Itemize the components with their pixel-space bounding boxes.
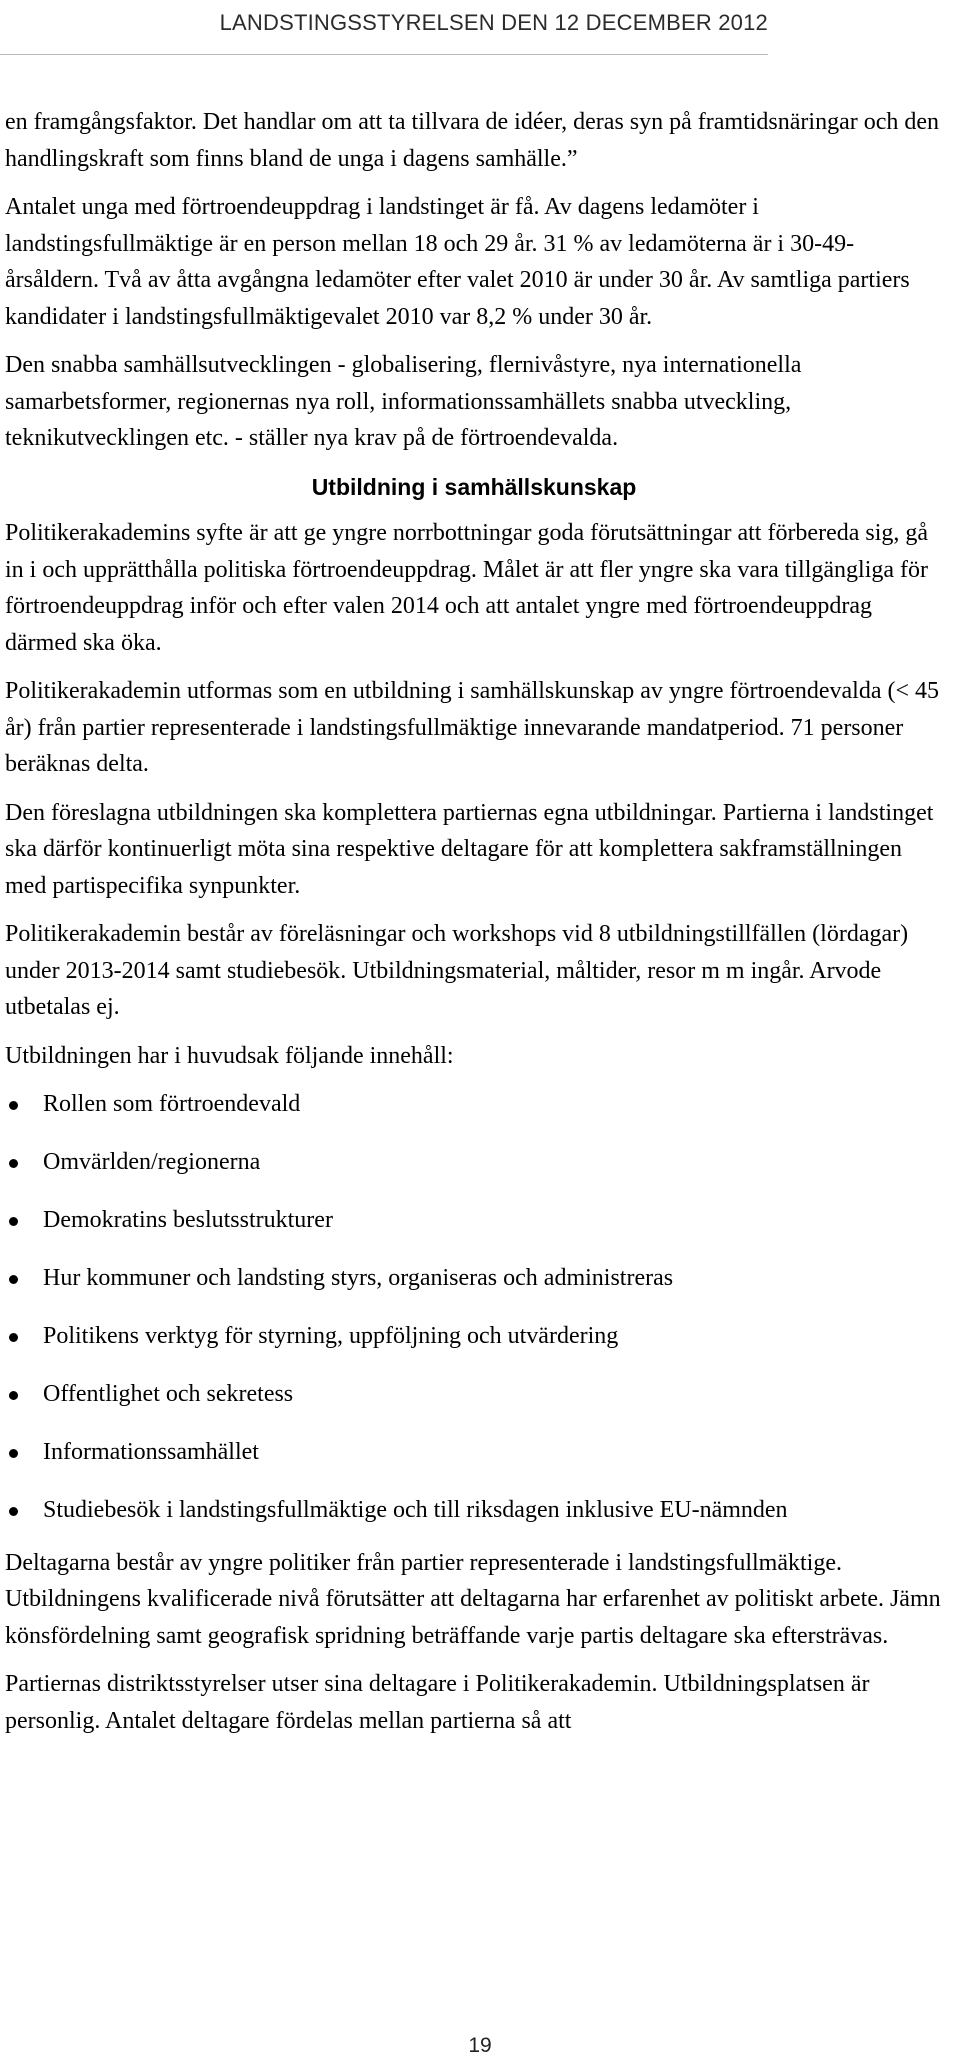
list-item [5,1260,948,1297]
list-item [5,1086,948,1123]
bullet-icon [9,1217,18,1226]
section-paragraph: Politikerakademins syfte är att ge yngre norrbottningar goda förutsättningar att förbereda sig, gå in i och upprätthålla politiska förtroendeuppdrag. Målet är att fler yngre ska vara tillgängliga för förtroendeuppdrag inför och efter valen 2014 och att antalet yngre med förtroendeuppdrag därmed ska öka. [5,520,929,656]
bullet-icon [9,1507,18,1516]
list-item-text: Demokratins beslutsstrukturer [43,1207,333,1233]
bullet-icon [9,1449,18,1458]
section-paragraph: Politikerakademin utformas som en utbildning i samhällskunskap av yngre förtroendevalda (< 45 år) från partier representerade i landstingsfullmäktige innevarande mandatperiod. 71 personer beräknas delta. [5,678,939,777]
section-paragraph: Den föreslagna utbildningen ska komplettera partiernas egna utbildningar. Partierna i landstinget ska därför kontinuerligt möta sina respektive deltagare för att komplettera sakframställningen med partispecifika synpunkter. [5,799,934,899]
intro-paragraph: Antalet unga med förtroendeuppdrag i landstinget är få. Av dagens ledamöter i landstingsfullmäktige är en person mellan 18 och 29 år. 31 % av ledamöterna är i 30-49-årsåldern. Två av åtta avgångna ledamöter efter valet 2010 är under 30 år. Av samtliga partiers kandidater i landstingsfullmäktigevalet 2010 var 8,2 % under 30 år. [5,194,910,330]
list-item-text: Politikens verktyg för styrning, uppföljning och utvärdering [43,1323,619,1349]
intro-paragraph: Den snabba samhällsutvecklingen - globalisering, flernivåstyre, nya internationella samarbetsformer, regionernas nya roll, informationssamhällets snabba utveckling, teknikutvecklingen etc. - ställer nya krav på de förtroendevalda. [5,352,802,451]
header-rule [0,54,768,55]
section-heading: Utbildning i samhällskunskap [311,473,637,500]
list-item [5,1434,948,1471]
section-paragraph: Politikerakademin består av föreläsningar och workshops vid 8 utbildningstillfällen (lördagar) under 2013-2014 samt studiebesök. Utbildningsmaterial, måltider, resor m m ingår. Arvode utbetalas ej. [5,921,909,1020]
content-list [5,1086,948,1529]
list-item-text: Offentlighet och sekretess [43,1381,294,1407]
list-item [5,1376,948,1413]
list-intro-paragraph: Utbildningen har i huvudsak följande innehåll: [5,1042,454,1069]
bullet-icon [9,1333,18,1342]
list-item-text: Studiebesök i landstingsfullmäktige och till riksdagen inklusive EU-nämnden [43,1497,788,1523]
section-paragraph: Partiernas distriktsstyrelser utser sina deltagare i Politikerakademin. Utbildningsplatsen är personlig. Antalet deltagare fördelas mellan partierna så att [5,1671,870,1734]
bullet-icon [9,1159,18,1168]
body-text [5,104,948,1751]
list-item-text: Rollen som förtroendevald [43,1091,301,1117]
bullet-icon [9,1101,18,1110]
intro-paragraph: en framgångsfaktor. Det handlar om att ta tillvara de idéer, deras syn på framtidsnäringar och den handlingskraft som finns bland de unga i dagens samhälle.” [5,109,940,172]
list-item [5,1492,948,1529]
running-header: LANDSTINGSSTYRELSEN DEN 12 DECEMBER 2012 [219,10,768,35]
page-number: 19 [468,2034,492,2057]
bullet-icon [9,1391,18,1400]
list-item [5,1144,948,1181]
bullet-icon [9,1275,18,1284]
section-paragraph: Deltagarna består av yngre politiker från partier representerade i landstingsfullmäktige. Utbildningens kvalificerade nivå förutsätter att deltagarna har erfarenhet av politiskt arbete. Jämn könsfördelning samt geografisk spridning beträffande varje partis deltagare ska eftersträvas. [5,1549,941,1649]
list-item-text: Hur kommuner och landsting styrs, organiseras och administreras [43,1265,674,1291]
list-item-text: Informationssamhället [43,1439,259,1465]
list-item-text: Omvärlden/regionerna [43,1149,261,1175]
list-item [5,1202,948,1239]
list-item [5,1318,948,1355]
